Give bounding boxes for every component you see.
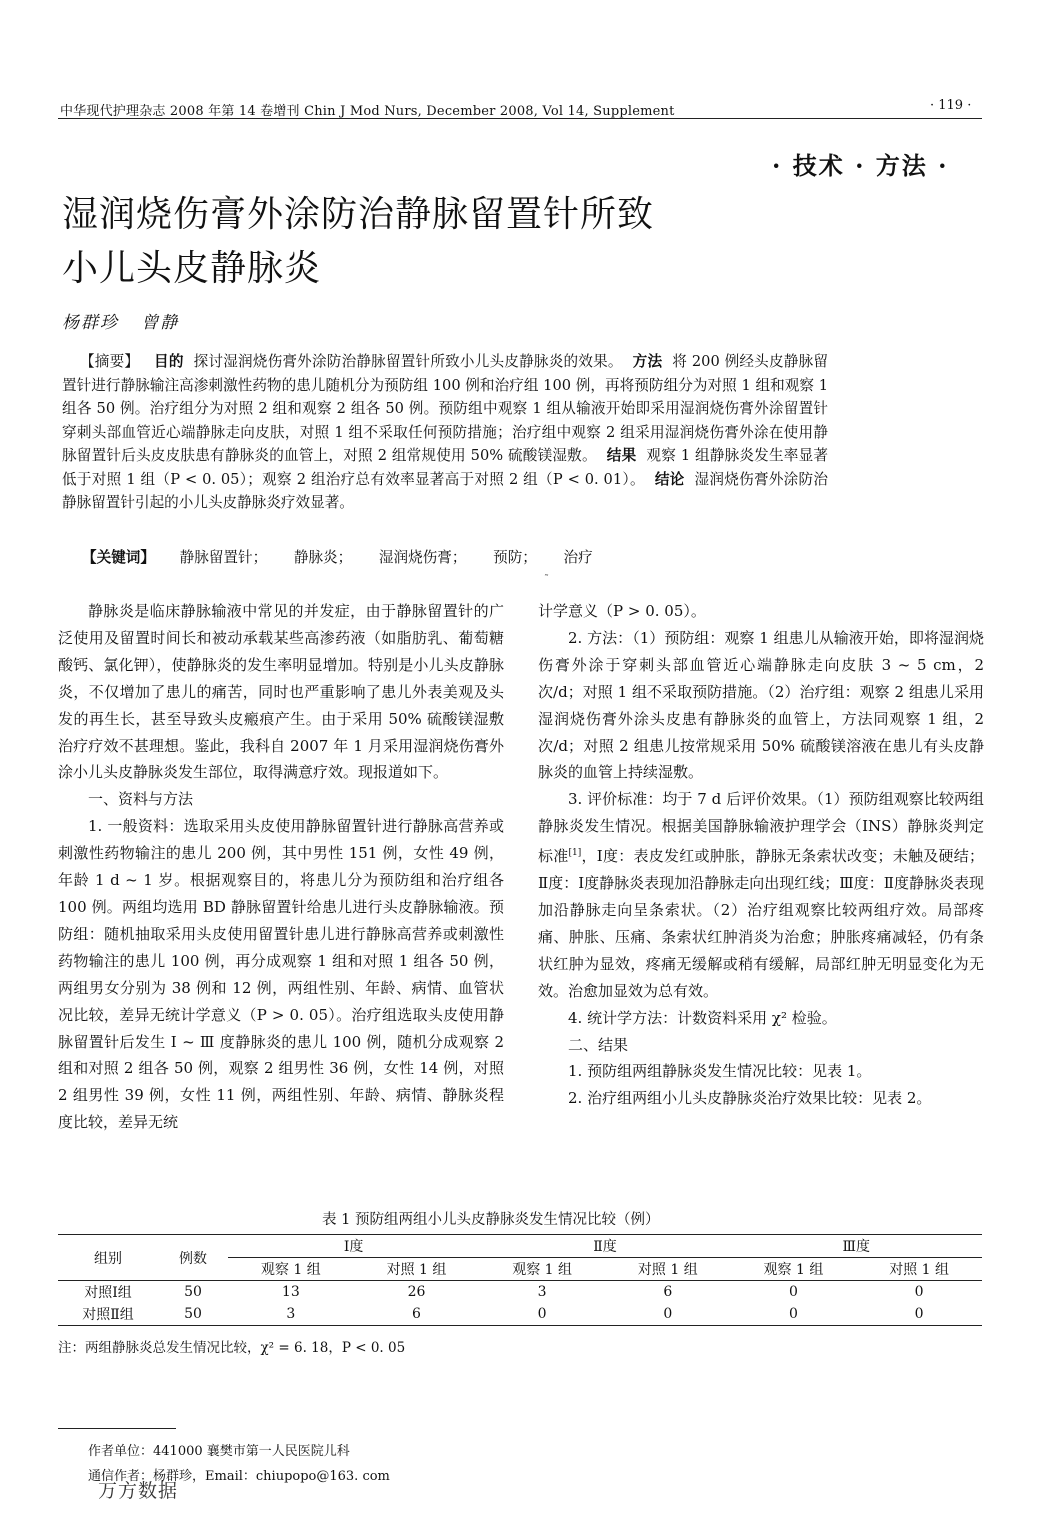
citation-ref: [1] — [568, 848, 582, 859]
keywords-label: 【关键词】 — [82, 549, 155, 566]
section-label: · 技术 · 方法 · — [772, 151, 949, 180]
results-text: 观察 1 组静脉炎发生率显著低于对照 1 组（P < 0. 05）；观察 2 组治疗总有效率显著高于对照 2 组（P < 0. 01）。 — [62, 447, 828, 488]
sub-header: 对照 1 组 — [856, 1258, 982, 1281]
body-column-right — [538, 598, 984, 1112]
section-heading-results: 二、结果 — [568, 1035, 629, 1054]
footnote-correspondence: 通信作者：杨群珍，Email：chiupopo@163. com — [88, 1469, 390, 1484]
keyword: 治疗 — [563, 549, 593, 566]
table-note: 注：两组静脉炎总发生情况比较，χ² = 6. 18，P < 0. 05 — [58, 1340, 406, 1356]
methods-label: 方法 — [632, 353, 663, 370]
table-title: 表 1 预防组两组小儿头皮静脉炎发生情况比较（例） — [322, 1212, 660, 1228]
paragraph-criteria: 3. 评价标准：均于 7 d 后评价效果。（1）预防组观察比较两组静脉炎发生情况。根据美国静脉输液护理学会（INS）静脉炎判定标准[1]，Ⅰ度：表皮发红或肿胀，静脉无条索状改变；未触及硬结；Ⅱ度：Ⅰ度静脉炎表现加沿静脉走向出现红线；Ⅲ度：Ⅱ度静脉炎表现加沿静脉走向呈条索状。（2）治疗组观察比较两组疗效。局部疼痛、肿胀、压痛、条索状红肿消炎为治愈；肿胀疼痛减轻，仍有条状红肿为显效，疼痛无缓解或稍有缓解，局部红肿无明显变化为无效。治愈加显效为总有效。 — [538, 790, 984, 1000]
col-header-count: 例数 — [158, 1235, 228, 1281]
body-column-left — [58, 598, 504, 1136]
running-header: 中华现代护理杂志 2008 年第 14 卷增刊 Chin J Mod Nurs, December 2008, Vol 14, Supplement — [60, 104, 675, 119]
conclusion-text: 湿润烧伤膏外涂防治静脉留置针引起的小儿头皮静脉炎疗效显著。 — [62, 470, 828, 511]
table-row: 对照Ⅱ组 50 3 6 0 0 0 0 — [58, 1303, 982, 1326]
page-number: · 119 · — [930, 98, 972, 113]
article-title — [62, 188, 654, 296]
sub-header: 观察 1 组 — [479, 1258, 605, 1281]
paragraph-methods: 2. 方法：（1）预防组：观察 1 组患儿从输液开始，即将湿润烧伤膏外涂于穿刺头部血管近心端静脉走向皮肤 3 ~ 5 cm，2 次/d；对照 1 组不采取预防措施。（2）治疗组：观察 2 组患儿采用湿润烧伤膏外涂头皮患有静脉炎的血管上，方法同观察 1 组，2 次/d；对照 2 组患儿按常规采用 50% 硫酸镁溶液在患儿有头皮静脉炎的血管上持续湿敷。 — [538, 628, 984, 782]
keyword: 预防； — [493, 549, 537, 566]
table-row: 对照Ⅰ组 50 13 26 3 6 0 0 — [84, 1284, 924, 1301]
conclusion-label: 结论 — [654, 470, 685, 488]
paragraph-general-data: 1. 一般资料：选取采用头皮使用静脉留置针进行静脉高营养或刺激性药物输注的患儿 200 例，其中男性 151 例，女性 49 例，年龄 1 d ~ 1 岁。根据观察目的，将患儿分为预防组和治疗组各 100 例。两组均选用 BD 静脉留置针给患儿进行头皮静脉输液。预防组：随机抽取采用头皮使用留置针患儿进行静脉高营养或刺激性药物输注的患儿 100 例，再分成观察 1 组和对照 1 组各 50 例，两组男女分别为 38 例和 12 例，两组性别、年龄、病情、血管状况比较，差异无统计学意义（P > 0. 05）。治疗组选取头皮使用静脉留置针后发生 Ⅰ ~ Ⅲ 度静脉炎的患儿 100 例，随机分成观察 2 组和对照 2 组各 50 例，观察 2 组男性 36 例，女性 14 例，对照 2 组男性 39 例，女性 11 例，两组性别、年龄、病情、静脉炎程度比较，差异无统 — [58, 817, 504, 1132]
paragraph-statistics: 4. 统计学方法：计数资料采用 χ² 检验。 — [568, 1008, 837, 1027]
objective-label: 目的 — [154, 353, 184, 370]
keywords — [82, 546, 828, 569]
header-rule — [58, 118, 982, 119]
sub-header: 观察 1 组 — [228, 1258, 354, 1281]
abstract — [62, 350, 828, 515]
sub-header: 对照 1 组 — [605, 1258, 731, 1281]
sub-header: 对照 1 组 — [354, 1258, 480, 1281]
keyword: 静脉炎； — [293, 549, 353, 566]
paragraph-result-2: 2. 治疗组两组小儿头皮静脉炎治疗效果比较：见表 2。 — [568, 1089, 932, 1108]
footnote-affiliation: 作者单位：441000 襄樊市第一人民医院儿科 — [88, 1444, 350, 1459]
keyword: 湿润烧伤膏； — [378, 549, 467, 566]
paragraph-continued: 计学意义（P > 0. 05）。 — [538, 602, 706, 620]
abstract-label: 【摘要】 — [80, 353, 140, 370]
paragraph-intro: 静脉炎是临床静脉输液中常见的并发症，由于静脉留置针的广泛使用及留置时间长和被动承载某些高渗药液（如脂肪乳、葡萄糖酸钙、氯化钾），使静脉炎的发生率明显增加。特别是小儿头皮静脉炎，不仅增加了患儿的痛苦，同时也严重影响了患儿外表美观及头发的再生长，甚至导致头皮瘢痕产生。由于采用 50% 硫酸镁湿敷治疗疗效不甚理想。鉴此，我科自 2007 年 1 月采用湿润烧伤膏外涂小儿头皮静脉炎发生部位，取得满意疗效。现报道如下。 — [58, 602, 504, 782]
watermark: 万方数据 — [98, 1480, 179, 1502]
keyword: 静脉留置针； — [179, 549, 268, 566]
table-1 — [58, 1234, 982, 1326]
paragraph-result-1: 1. 预防组两组静脉炎发生情况比较：见表 1。 — [568, 1062, 872, 1081]
col-header-degree-1: Ⅰ度 — [228, 1235, 479, 1258]
sub-header: 观察 1 组 — [731, 1258, 857, 1281]
col-header-group: 组别 — [58, 1235, 158, 1281]
objective-text: 探讨湿润烧伤膏外涂防治静脉留置针所致小儿头皮静脉炎的效果。 — [193, 353, 623, 370]
title-line-2: 小儿头皮静脉炎 — [62, 248, 322, 289]
col-header-degree-3: Ⅲ度 — [731, 1235, 982, 1258]
col-header-degree-2: Ⅱ度 — [479, 1235, 730, 1258]
results-label: 结果 — [606, 447, 637, 464]
methods-text: 将 200 例经头皮静脉留置针进行静脉输注高渗刺激性药物的患儿随机分为预防组 100 例和治疗组 100 例，再将预防组分为对照 1 组和观察 1 组各 50 例。治疗组分为对照 2 组和观察 2 组各 50 例。预防组中观察 1 组从输液开始即采用湿润烧伤膏外涂留置针穿刺头部血管近心端静脉走向皮肤，对照 1 组不采取任何预防措施；治疗组中观察 2 组采用湿润烧伤膏外涂在使用静脉留置针后头皮皮肤患有静脉炎的血管上，对照 2 组常规使用 50% 硫酸镁湿敷。 — [62, 353, 828, 464]
footnote-rule — [58, 1428, 176, 1429]
authors: 杨群珍 曾静 — [62, 313, 180, 333]
title-line-1: 湿润烧伤膏外涂防治静脉留置针所致 — [62, 194, 655, 235]
scan-artifact: ˜ — [544, 574, 549, 585]
section-heading-materials: 一、资料与方法 — [88, 790, 194, 809]
